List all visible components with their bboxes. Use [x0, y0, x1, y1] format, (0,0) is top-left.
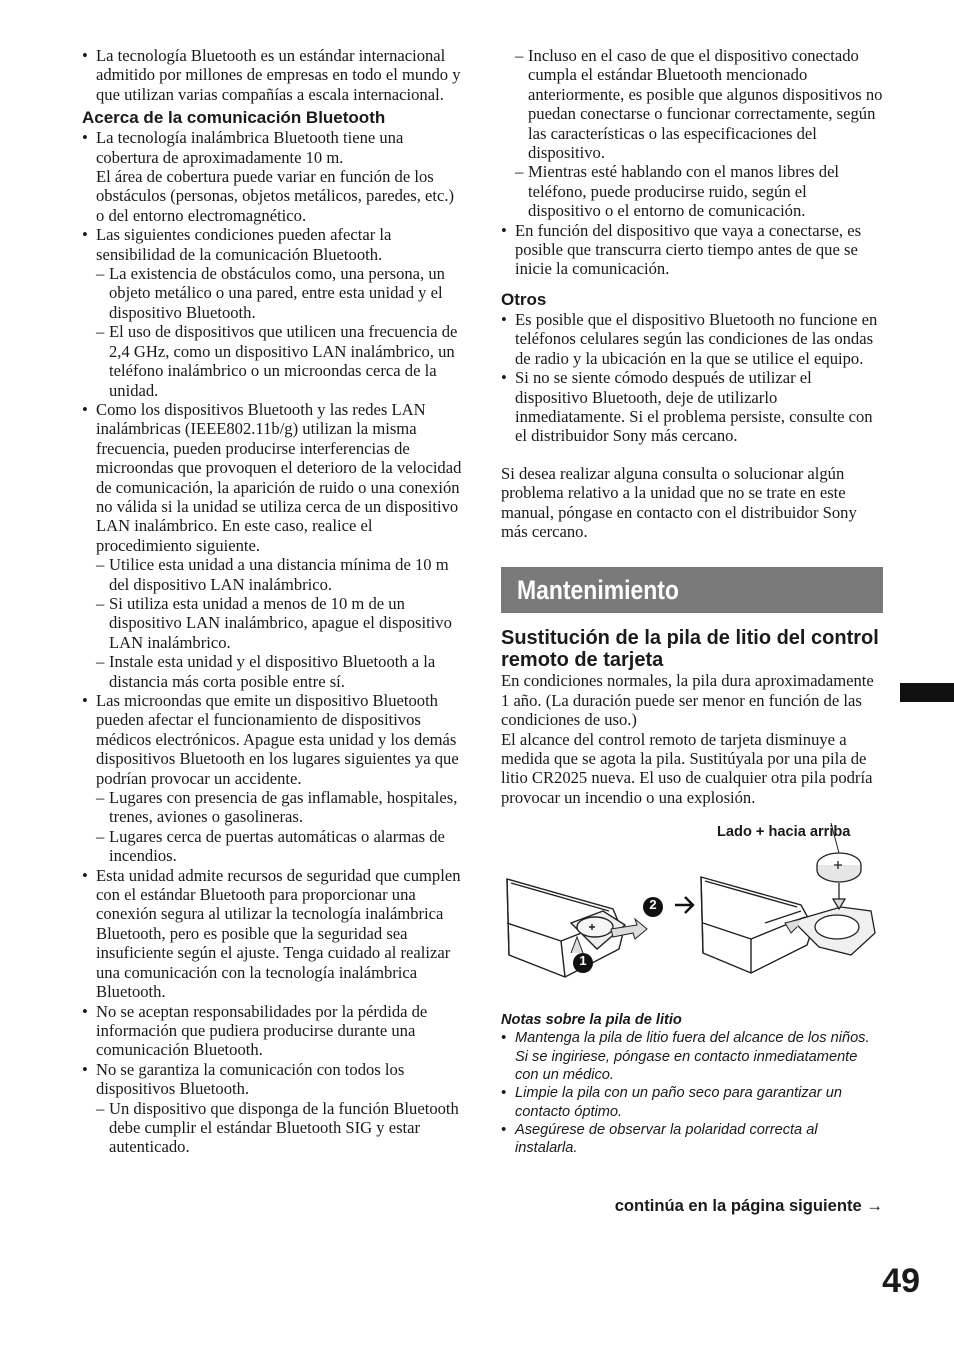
coverage-text: • La tecnología inalámbrica Bluetooth tiene una cobertura de aproximadamente 10 m. [96, 128, 404, 167]
liability-bullet: • No se aceptan responsabilidades por la pérdida de información que pudiera producirse durante una comunicación Bluetooth. [82, 1002, 462, 1060]
discomfort-bullet: • Si no se siente cómodo después de utilizar el dispositivo Bluetooth, deje de utilizarlo inmediatamente. Si el problema persiste, consulte con el distribuidor Sony más cercano. [501, 368, 883, 446]
continue-next-page: continúa en la página siguiente → [614, 1196, 883, 1215]
frequency-dash: – El uso de dispositivos que utilicen una frecuencia de 2,4 GHz, como un dispositivo LAN inalámbrico, un teléfono inalámbrico o un microondas cerca de la unidad. [96, 322, 462, 400]
battery-life-paragraph: En condiciones normales, la pila dura aproximadamente 1 año. (La duración puede ser menor en función de las condiciones de uso.) [501, 671, 874, 730]
obstacle-dash: – La existencia de obstáculos como, una persona, un objeto metálico o una pared, entre esta unidad y el dispositivo Bluetooth. [96, 264, 462, 322]
language-tab-marker [900, 683, 954, 702]
sig-standard-dash: – Un dispositivo que disponga de la función Bluetooth debe cumplir el estándar Bluetooth SIG y estar autenticado. [96, 1099, 462, 1157]
intro-bullet: • La tecnología Bluetooth es un estándar internacional admitido por millones de empresas en todo el mundo y que utilizan varias compañías a escala internacional. [82, 46, 462, 104]
remote-diagram-svg [501, 823, 883, 999]
page-number: 49 [882, 1262, 920, 1300]
next-arrow-shape [675, 897, 693, 913]
contact-paragraph: Si desea realizar alguna consulta o solucionar algún problema relativo a la unidad que no se trate en este manual, póngase en contacto con el distribuidor Sony más cercano. [501, 463, 857, 541]
otros-heading: Otros [501, 289, 547, 309]
switch-off-dash: – Si utiliza esta unidad a menos de 10 m de un dispositivo LAN inalámbrico, apague el dispositivo LAN inalámbrico. [96, 594, 462, 652]
section-title-bar [501, 567, 883, 613]
left-column [82, 46, 462, 1157]
automatic-doors-dash: – Lugares cerca de puertas automáticas o alarmas de incendios. [96, 827, 462, 866]
lan-interference-bullet [82, 400, 462, 691]
note-item: • Limpie la pila con un paño seco para garantizar un contacto óptimo. [501, 1084, 883, 1121]
coverage-note: El área de cobertura puede variar en función de los obstáculos (personas, objetos metálicos, paredes, etc.) o del entorno electromagnético. [96, 167, 455, 225]
coverage-bullet [82, 128, 462, 225]
lithium-notes [501, 1011, 883, 1157]
step-1-label: 1 [579, 953, 587, 969]
handsfree-noise-dash: – Mientras esté hablando con el manos libres del teléfono, puede producirse ruido, según el dispositivo o el entorno de comunicación. [515, 162, 883, 220]
right-column [501, 46, 883, 1158]
section-title: Mantenimiento [517, 574, 679, 605]
install-close-dash: – Instale esta unidad y el dispositivo Bluetooth a la distancia más corta posible entre sí. [96, 652, 462, 691]
battery-replacement-heading: Sustitución de la pila de litio del control remoto de tarjeta [501, 627, 879, 672]
connection-time-bullet: • En función del dispositivo que vaya a conectarse, es posible que transcurra cierto tiempo antes de que se inicie la comunicación. [501, 221, 883, 279]
bluetooth-communication-heading: Acerca de la comunicación Bluetooth [82, 108, 386, 128]
battery-replacement-illustration [501, 823, 883, 999]
distance-dash: – Utilice esta unidad a una distancia mínima de 10 m del dispositivo LAN inalámbrico. [96, 555, 462, 594]
flammable-places-dash: – Lugares con presencia de gas inflamable, hospitales, trenes, aviones o gasolineras. [96, 788, 462, 827]
compatibility-dash: – Incluso en el caso de que el dispositivo conectado cumpla el estándar Bluetooth mencionado anteriormente, es posible que algunos dispositivos no puedan conectarse o funcionar correctamente, según las características o las especificaciones del dispositivo. [515, 46, 883, 162]
medical-devices-bullet [82, 691, 462, 866]
lan-interference-text: Como los dispositivos Bluetooth y las redes LAN inalámbricas (IEEE802.11b/g) utilizan la misma frecuencia, pueden producirse interferencias de microondas que provoquen el deterioro de la velocidad de comunicación, la aparición de ruido o una conexión no válida si la unidad se utiliza cerca de un dispositivo LAN inalámbrico. En este caso, realice el procedimiento siguiente. [96, 399, 462, 555]
note-item: • Mantenga la pila de litio fuera del alcance de los niños. Si se ingiriese, póngase en contacto inmediatamente con un médico. [501, 1029, 883, 1084]
battery-side-callout: Lado + hacia arriba [717, 824, 851, 841]
lithium-notes-title: Notas sobre la pila de litio [501, 1012, 682, 1029]
remote-left [507, 879, 625, 977]
security-bullet: • Esta unidad admite recursos de seguridad que cumplen con el estándar Bluetooth para proporcionar una conexión segura al utilizar la tecnología inalámbrica Bluetooth, pero es posible que la seguridad sea insuficiente según el ajuste. Tenga cuidado al realizar una comunicación con la tecnología inalámbrica Bluetooth. [82, 866, 462, 1002]
no-guarantee-text: No se garantiza la comunicación con todos los dispositivos Bluetooth. [96, 1059, 405, 1099]
sensitivity-text: Las siguientes condiciones pueden afectar la sensibilidad de la comunicación Bluetooth. [96, 225, 392, 264]
note-item: • Asegúrese de observar la polaridad correcta al instalarla. [501, 1121, 883, 1158]
step-2-label: 2 [649, 897, 657, 913]
no-guarantee-bullet [82, 1060, 462, 1157]
sensitivity-bullet [82, 225, 462, 400]
medical-devices-text: Las microondas que emite un dispositivo Bluetooth pueden afectar el funcionamiento de dispositivos médicos electrónicos. Apague esta unidad y los demás dispositivos Bluetooth en los lugares siguientes ya que podrían provocar un accidente. [96, 691, 459, 788]
cellphone-bullet: • Es posible que el dispositivo Bluetooth no funcione en teléfonos celulares según las condiciones de las ondas de radio y la ubicación en la que se utilice el equipo. [501, 310, 883, 368]
battery-range-paragraph: El alcance del control remoto de tarjeta disminuye a medida que se agota la pila. Sustitúyala por una pila de litio CR2025 nueva. El uso de cualquier otra pila podría provocar un incendio o una explosión. [501, 729, 873, 807]
